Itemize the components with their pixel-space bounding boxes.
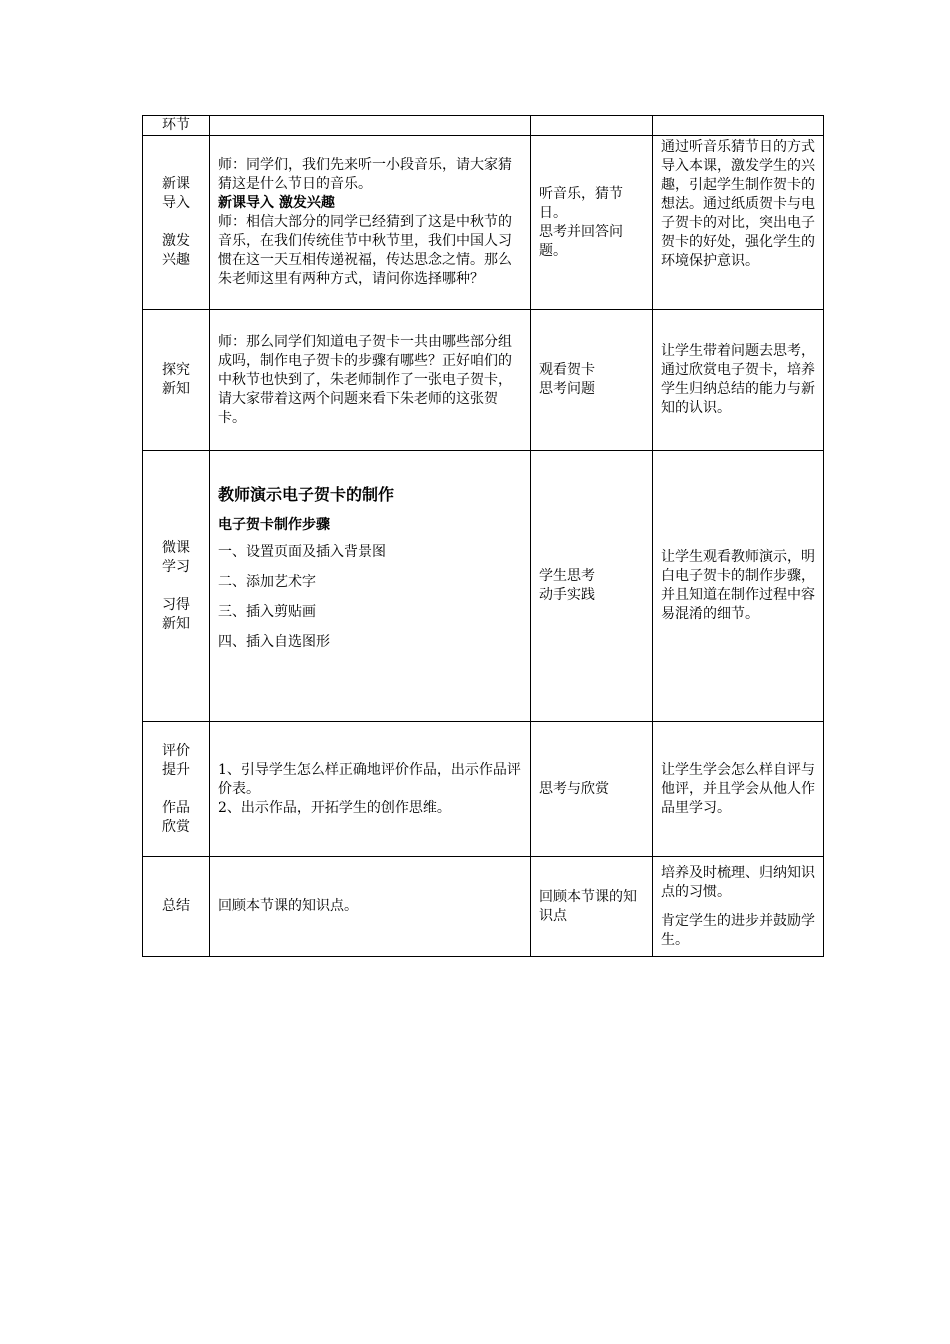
intent-text: 肯定学生的进步并鼓励学生。 xyxy=(661,912,815,948)
list-item: 四、插入自选图形 xyxy=(218,634,330,650)
stage-label: 探究 xyxy=(162,362,190,378)
teacher-header-cell xyxy=(210,116,531,136)
student-activity-cell xyxy=(531,857,653,957)
intent-text: 让学生带着问题去思考，通过欣赏电子贺卡，培养学生归纳总结的能力与新知的认识。 xyxy=(661,343,815,416)
design-intent-cell xyxy=(653,722,824,857)
design-intent-cell xyxy=(653,136,824,310)
teacher-activity-cell xyxy=(210,136,531,310)
teacher-text: 回顾本节课的知识点。 xyxy=(218,898,358,914)
stage-label: 欣赏 xyxy=(162,818,190,835)
student-activity-cell xyxy=(531,310,653,451)
design-intent-cell xyxy=(653,451,824,722)
teacher-text: 1、引导学生怎么样正确地评价作品，出示作品评价表。 xyxy=(218,761,521,797)
steps-title: 电子贺卡制作步骤 xyxy=(218,517,330,533)
student-activity-cell xyxy=(531,722,653,857)
intent-text: 让学生观看教师演示，明白电子贺卡的制作步骤，并且知道在制作过程中容易混淆的细节。 xyxy=(661,549,815,622)
student-header-cell xyxy=(531,116,653,136)
stage-label: 微课 xyxy=(162,539,190,556)
stage-label: 提升 xyxy=(162,761,190,778)
stage-label: 作品 xyxy=(162,799,190,816)
list-item: 二、添加艺术字 xyxy=(218,574,316,590)
student-text: 思考并回答问题。 xyxy=(539,223,623,259)
stage-label: 习得 xyxy=(162,596,190,613)
student-text: 动手实践 xyxy=(539,587,595,603)
intent-text: 培养及时梳理、归纳知识点的习惯。 xyxy=(661,864,815,900)
table-row xyxy=(143,722,824,857)
table-row xyxy=(143,136,824,310)
design-intent-cell xyxy=(653,857,824,957)
lesson-plan-table xyxy=(142,115,824,957)
table-row xyxy=(143,451,824,722)
stage-cell xyxy=(143,722,210,857)
student-activity-cell xyxy=(531,136,653,310)
teacher-activity-cell xyxy=(210,722,531,857)
teacher-activity-cell xyxy=(210,310,531,451)
stage-cell xyxy=(143,857,210,957)
stage-label: 评价 xyxy=(162,742,190,759)
student-text: 听音乐，猜节日。 xyxy=(539,185,623,221)
teacher-text: 师：那么同学们知道电子贺卡一共由哪些部分组成吗，制作电子贺卡的步骤有哪些？正好咱们的中秋节也快到了，朱老师制作了一张电子贺卡，请大家带着这两个问题来看下朱老师的这张贺卡。 xyxy=(218,333,512,426)
section-heading: 新课导入 激发兴趣 xyxy=(218,195,335,211)
teacher-text: 2、出示作品，开拓学生的创作思维。 xyxy=(218,799,451,816)
student-text: 思考问题 xyxy=(539,381,595,397)
teacher-text: 师：相信大部分的同学已经猜到了这是中秋节的音乐，在我们传统佳节中秋节里，我们中国人习惯在这一天互相传递祝福，传达思念之情。那么朱老师这里有两种方式，请问你选择哪种？ xyxy=(218,214,512,287)
student-activity-cell xyxy=(531,451,653,722)
student-text: 观看贺卡 xyxy=(539,362,595,378)
stage-label: 新知 xyxy=(162,381,190,397)
table-row xyxy=(143,310,824,451)
table-row xyxy=(143,857,824,957)
list-item: 一、设置页面及插入背景图 xyxy=(218,544,386,560)
intent-text: 通过听音乐猜节日的方式导入本课，激发学生的兴趣，引起学生制作贺卡的想法。通过纸质贺卡与电子贺卡的对比，突出电子贺卡的好处，强化学生的环境保护意识。 xyxy=(661,139,815,269)
intent-text: 让学生学会怎么样自评与他评，并且学会从他人作品里学习。 xyxy=(661,761,815,816)
intent-header-cell xyxy=(653,116,824,136)
teacher-activity-cell xyxy=(210,857,531,957)
stage-label: 总结 xyxy=(162,898,190,914)
design-intent-cell xyxy=(653,310,824,451)
demo-title: 教师演示电子贺卡的制作 xyxy=(218,485,395,504)
stage-label: 激发 xyxy=(162,233,190,249)
student-text: 学生思考 xyxy=(539,568,595,584)
stage-label: 学习 xyxy=(162,558,190,575)
stage-cell xyxy=(143,136,210,310)
stage-cell xyxy=(143,310,210,451)
stage-label: 新课 xyxy=(162,176,190,192)
student-text: 思考与欣赏 xyxy=(539,780,609,797)
table-row xyxy=(143,116,824,136)
teacher-activity-cell xyxy=(210,451,531,722)
stage-label: 导入 xyxy=(162,195,190,211)
student-text: 回顾本节课的知识点 xyxy=(539,888,637,924)
stage-label: 新知 xyxy=(162,615,190,632)
teacher-text: 师：同学们，我们先来听一小段音乐，请大家猜猜这是什么节日的音乐。 xyxy=(218,157,512,192)
stage-header-label: 环节 xyxy=(162,117,190,133)
stage-cell xyxy=(143,451,210,722)
stage-label: 兴趣 xyxy=(162,252,190,268)
list-item: 三、插入剪贴画 xyxy=(218,604,316,620)
stage-header-cell xyxy=(143,116,210,136)
